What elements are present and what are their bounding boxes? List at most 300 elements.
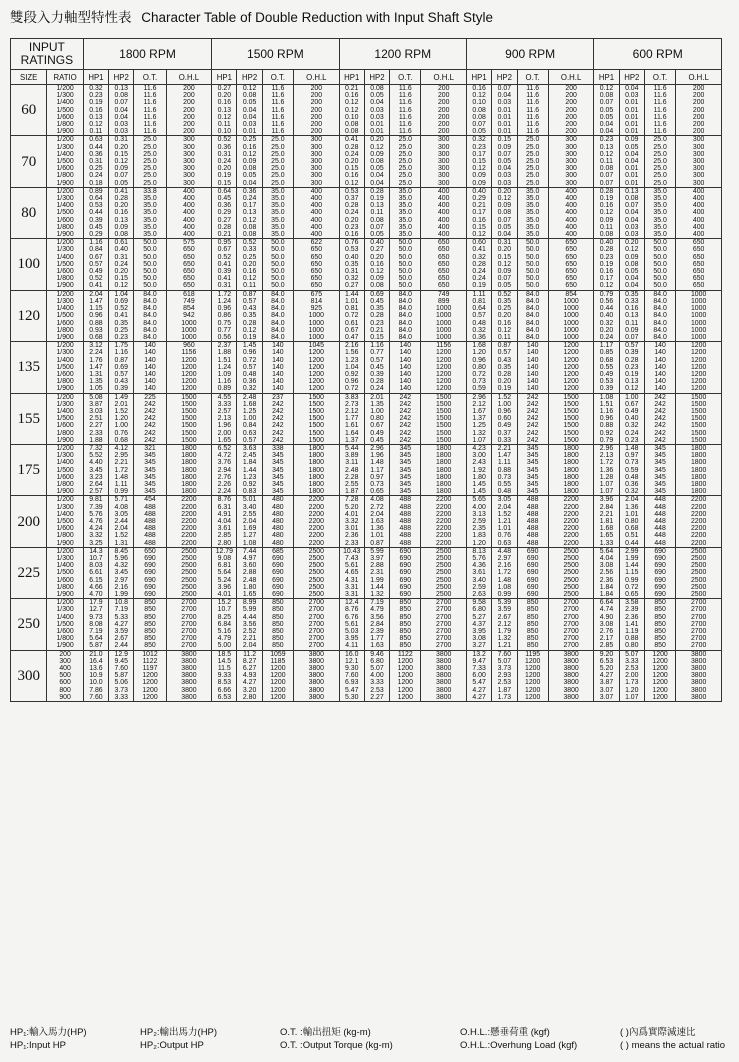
value-cell: 1.08 bbox=[237, 540, 262, 548]
value-cell: 140 bbox=[262, 342, 293, 350]
value-cell: 1800 bbox=[676, 459, 722, 466]
value-cell: 25.0 bbox=[390, 136, 421, 144]
value-cell: 1500 bbox=[166, 415, 212, 422]
value-cell: 345 bbox=[517, 488, 548, 496]
value-cell: 0.08 bbox=[466, 114, 491, 121]
value-cell: 0.95 bbox=[212, 239, 237, 247]
value-cell: 2.43 bbox=[466, 459, 491, 466]
value-cell: 140 bbox=[134, 371, 166, 378]
value-cell: 242 bbox=[517, 422, 548, 429]
value-cell: 2700 bbox=[421, 642, 467, 650]
value-cell: 690 bbox=[517, 555, 548, 562]
value-cell: 1.07 bbox=[619, 694, 644, 702]
value-cell: 200 bbox=[421, 114, 467, 121]
value-cell: 2.44 bbox=[109, 642, 134, 650]
value-cell: 1.48 bbox=[109, 474, 134, 481]
value-cell: 1200 bbox=[676, 371, 722, 378]
value-cell: 2.12 bbox=[492, 621, 517, 628]
value-cell: 300 bbox=[421, 165, 467, 172]
value-cell: 2700 bbox=[294, 635, 340, 642]
value-cell: 242 bbox=[262, 408, 293, 415]
value-cell: 2500 bbox=[676, 562, 722, 569]
value-cell: 0.07 bbox=[364, 224, 389, 231]
value-cell: 2.00 bbox=[619, 672, 644, 679]
value-cell: 650 bbox=[421, 282, 467, 290]
value-cell: 1.20 bbox=[466, 349, 491, 356]
value-cell: 2500 bbox=[294, 547, 340, 555]
value-cell: 3800 bbox=[676, 694, 722, 702]
value-cell: 0.12 bbox=[364, 268, 389, 275]
value-cell: 0.08 bbox=[237, 231, 262, 239]
value-cell: 345 bbox=[644, 481, 675, 488]
value-cell: 0.69 bbox=[109, 364, 134, 371]
value-cell: 0.15 bbox=[492, 136, 517, 144]
value-cell: 0.88 bbox=[83, 320, 108, 327]
value-cell: 1200 bbox=[676, 364, 722, 371]
value-cell: 4.36 bbox=[466, 562, 491, 569]
value-cell: 3.07 bbox=[594, 694, 619, 702]
value-cell: 1200 bbox=[548, 378, 594, 385]
value-cell: 2700 bbox=[166, 614, 212, 621]
value-cell: 0.08 bbox=[364, 85, 389, 93]
value-cell: 1122 bbox=[134, 658, 166, 665]
value-cell: 480 bbox=[262, 518, 293, 525]
value-cell: 84.0 bbox=[644, 312, 675, 319]
value-cell: 3.61 bbox=[212, 525, 237, 532]
value-cell: 10.0 bbox=[83, 679, 108, 686]
value-cell: 1.21 bbox=[492, 518, 517, 525]
value-cell: 50.0 bbox=[390, 254, 421, 261]
value-cell: 7.28 bbox=[339, 496, 364, 504]
value-cell: 50.0 bbox=[134, 246, 166, 253]
value-cell: 2200 bbox=[166, 504, 212, 511]
size-cell: 200 bbox=[11, 496, 47, 547]
value-cell: 1800 bbox=[548, 444, 594, 452]
value-cell: 400 bbox=[166, 231, 212, 239]
value-cell: 2.53 bbox=[492, 679, 517, 686]
value-cell: 1000 bbox=[421, 327, 467, 334]
value-cell: 5.52 bbox=[83, 452, 108, 459]
value-cell: 12.9 bbox=[109, 650, 134, 658]
value-cell: 6.53 bbox=[594, 658, 619, 665]
value-cell: 50.0 bbox=[262, 254, 293, 261]
value-cell: 3800 bbox=[676, 665, 722, 672]
value-cell: 2.67 bbox=[109, 635, 134, 642]
table-row bbox=[11, 320, 722, 327]
value-cell: 9.81 bbox=[83, 496, 108, 504]
value-cell: 140 bbox=[517, 357, 548, 364]
value-cell: 4.12 bbox=[109, 444, 134, 452]
value-cell: 345 bbox=[390, 488, 421, 496]
value-cell: 2.97 bbox=[109, 577, 134, 584]
value-cell: 1156 bbox=[421, 342, 467, 350]
value-cell: 0.12 bbox=[466, 165, 491, 172]
value-cell: 850 bbox=[644, 621, 675, 628]
value-cell: 35.0 bbox=[390, 209, 421, 216]
ratio-cell: 1/900 bbox=[47, 437, 83, 445]
value-cell: 1045 bbox=[294, 342, 340, 350]
value-cell: 25.0 bbox=[517, 158, 548, 165]
table-row bbox=[11, 599, 722, 607]
column-header-hp1: HP1 bbox=[83, 70, 108, 85]
value-cell: 242 bbox=[644, 422, 675, 429]
value-cell: 1200 bbox=[517, 665, 548, 672]
value-cell: 0.86 bbox=[212, 312, 237, 319]
ratio-cell: 1/500 bbox=[47, 261, 83, 268]
value-cell: 1.23 bbox=[339, 357, 364, 364]
value-cell: 850 bbox=[262, 599, 293, 607]
value-cell: 1200 bbox=[548, 371, 594, 378]
value-cell: 1000 bbox=[676, 312, 722, 319]
value-cell: 35.0 bbox=[517, 195, 548, 202]
value-cell: 2.24 bbox=[83, 349, 108, 356]
value-cell: 0.09 bbox=[594, 217, 619, 224]
size-cell: 80 bbox=[11, 187, 47, 238]
value-cell: 2700 bbox=[676, 606, 722, 613]
legend-ratio-zh: ( )內爲實際減速比 bbox=[620, 1027, 696, 1038]
value-cell: 1800 bbox=[676, 452, 722, 459]
ratio-cell: 1/300 bbox=[47, 504, 83, 511]
value-cell: 4.27 bbox=[109, 621, 134, 628]
value-cell: 400 bbox=[421, 202, 467, 209]
value-cell: 0.67 bbox=[212, 246, 237, 253]
value-cell: 0.64 bbox=[83, 195, 108, 202]
value-cell: 5.61 bbox=[339, 621, 364, 628]
value-cell: 1.24 bbox=[212, 298, 237, 305]
value-cell: 0.31 bbox=[339, 268, 364, 275]
value-cell: 35.0 bbox=[644, 195, 675, 202]
value-cell: 1000 bbox=[294, 334, 340, 342]
value-cell: 1800 bbox=[548, 467, 594, 474]
column-header-hp2: HP2 bbox=[619, 70, 644, 85]
value-cell: 3.56 bbox=[364, 614, 389, 621]
value-cell: 1200 bbox=[676, 378, 722, 385]
value-cell: 1500 bbox=[294, 437, 340, 445]
size-cell: 155 bbox=[11, 393, 47, 444]
value-cell: 1200 bbox=[262, 665, 293, 672]
value-cell: 17.9 bbox=[83, 599, 108, 607]
value-cell: 0.09 bbox=[109, 224, 134, 231]
value-cell: 1.20 bbox=[619, 687, 644, 694]
value-cell: 650 bbox=[548, 275, 594, 282]
value-cell: 0.52 bbox=[83, 275, 108, 282]
value-cell: 0.40 bbox=[594, 312, 619, 319]
value-cell: 0.28 bbox=[466, 261, 491, 268]
size-cell: 70 bbox=[11, 136, 47, 187]
ratio-cell: 1/200 bbox=[47, 496, 83, 504]
value-cell: 140 bbox=[390, 378, 421, 385]
value-cell: 237 bbox=[262, 393, 293, 401]
value-cell: 200 bbox=[166, 128, 212, 136]
value-cell: 3.33 bbox=[619, 658, 644, 665]
value-cell: 84.0 bbox=[262, 305, 293, 312]
value-cell: 0.03 bbox=[109, 128, 134, 136]
value-cell: 0.08 bbox=[339, 121, 364, 128]
ratio-cell: 1/600 bbox=[47, 371, 83, 378]
value-cell: 675 bbox=[294, 290, 340, 298]
value-cell: 3.11 bbox=[339, 459, 364, 466]
value-cell: 1.64 bbox=[339, 430, 364, 437]
ratio-cell: 1/800 bbox=[47, 430, 83, 437]
value-cell: 242 bbox=[134, 437, 166, 445]
value-cell: 1.77 bbox=[339, 415, 364, 422]
value-cell: 0.73 bbox=[364, 481, 389, 488]
value-cell: 2700 bbox=[548, 606, 594, 613]
value-cell: 6.80 bbox=[364, 658, 389, 665]
value-cell: 850 bbox=[644, 614, 675, 621]
value-cell: 400 bbox=[676, 224, 722, 231]
ratio-cell: 1/600 bbox=[47, 628, 83, 635]
value-cell: 5.64 bbox=[594, 547, 619, 555]
value-cell: 2200 bbox=[676, 518, 722, 525]
value-cell: 0.39 bbox=[619, 349, 644, 356]
value-cell: 6.76 bbox=[339, 614, 364, 621]
value-cell: 0.72 bbox=[339, 385, 364, 393]
value-cell: 2700 bbox=[548, 621, 594, 628]
value-cell: 0.81 bbox=[339, 305, 364, 312]
value-cell: 3800 bbox=[166, 650, 212, 658]
value-cell: 2500 bbox=[166, 569, 212, 576]
value-cell: 1200 bbox=[390, 658, 421, 665]
value-cell: 0.63 bbox=[83, 136, 108, 144]
value-cell: 0.09 bbox=[619, 327, 644, 334]
ratio-cell: 1/800 bbox=[47, 121, 83, 128]
value-cell: 6.84 bbox=[212, 621, 237, 628]
value-cell: 0.55 bbox=[594, 364, 619, 371]
value-cell: 0.09 bbox=[466, 180, 491, 188]
value-cell: 200 bbox=[421, 128, 467, 136]
value-cell: 242 bbox=[517, 401, 548, 408]
value-cell: 2.04 bbox=[619, 496, 644, 504]
value-cell: 400 bbox=[676, 217, 722, 224]
value-cell: 488 bbox=[134, 511, 166, 518]
value-cell: 2200 bbox=[294, 496, 340, 504]
value-cell: 0.09 bbox=[109, 165, 134, 172]
value-cell: 140 bbox=[390, 364, 421, 371]
value-cell: 242 bbox=[134, 401, 166, 408]
value-cell: 650 bbox=[548, 254, 594, 261]
value-cell: 4.79 bbox=[364, 606, 389, 613]
value-cell: 2500 bbox=[421, 555, 467, 562]
value-cell: 1500 bbox=[421, 393, 467, 401]
value-cell: 5.16 bbox=[212, 628, 237, 635]
value-cell: 8.45 bbox=[109, 547, 134, 555]
value-cell: 50.0 bbox=[517, 268, 548, 275]
value-cell: 345 bbox=[262, 488, 293, 496]
value-cell: 0.28 bbox=[364, 312, 389, 319]
value-cell: 0.48 bbox=[492, 488, 517, 496]
value-cell: 400 bbox=[294, 209, 340, 216]
value-cell: 1200 bbox=[390, 672, 421, 679]
value-cell: 0.20 bbox=[237, 261, 262, 268]
value-cell: 1.00 bbox=[364, 408, 389, 415]
value-cell: 0.73 bbox=[619, 459, 644, 466]
value-cell: 0.33 bbox=[237, 246, 262, 253]
value-cell: 200 bbox=[548, 99, 594, 106]
value-cell: 300 bbox=[421, 172, 467, 179]
value-cell: 0.04 bbox=[619, 217, 644, 224]
table-row bbox=[11, 555, 722, 562]
value-cell: 1.33 bbox=[594, 540, 619, 548]
value-cell: 0.13 bbox=[109, 217, 134, 224]
value-cell: 0.13 bbox=[109, 85, 134, 93]
value-cell: 4.44 bbox=[237, 614, 262, 621]
value-cell: 25.0 bbox=[390, 151, 421, 158]
value-cell: 690 bbox=[517, 547, 548, 555]
value-cell: 400 bbox=[166, 195, 212, 202]
value-cell: 3800 bbox=[548, 694, 594, 702]
value-cell: 1800 bbox=[166, 459, 212, 466]
value-cell: 7.32 bbox=[83, 444, 108, 452]
value-cell: 2.72 bbox=[364, 504, 389, 511]
value-cell: 0.68 bbox=[594, 357, 619, 364]
value-cell: 50.0 bbox=[644, 239, 675, 247]
value-cell: 25.0 bbox=[644, 144, 675, 151]
value-cell: 2200 bbox=[676, 532, 722, 539]
value-cell: 850 bbox=[262, 635, 293, 642]
value-cell: 140 bbox=[644, 385, 675, 393]
value-cell: 1500 bbox=[676, 437, 722, 445]
value-cell: 0.12 bbox=[492, 327, 517, 334]
value-cell: 25.0 bbox=[390, 180, 421, 188]
value-cell: 50.0 bbox=[644, 282, 675, 290]
value-cell: 2.55 bbox=[237, 511, 262, 518]
value-cell: 1800 bbox=[421, 467, 467, 474]
value-cell: 0.12 bbox=[492, 261, 517, 268]
value-cell: 0.20 bbox=[492, 378, 517, 385]
value-cell: 0.85 bbox=[594, 349, 619, 356]
value-cell: 84.0 bbox=[390, 334, 421, 342]
value-cell: 650 bbox=[676, 282, 722, 290]
value-cell: 448 bbox=[644, 525, 675, 532]
value-cell: 18.5 bbox=[212, 650, 237, 658]
value-cell: 25.0 bbox=[517, 136, 548, 144]
value-cell: 1.07 bbox=[594, 488, 619, 496]
value-cell: 2.04 bbox=[492, 504, 517, 511]
value-cell: 0.07 bbox=[594, 180, 619, 188]
value-cell: 0.12 bbox=[339, 99, 364, 106]
value-cell: 1200 bbox=[390, 687, 421, 694]
value-cell: 2700 bbox=[676, 635, 722, 642]
value-cell: 2.57 bbox=[83, 488, 108, 496]
value-cell: 84.0 bbox=[390, 327, 421, 334]
ratio-cell: 1/500 bbox=[47, 107, 83, 114]
value-cell: 1.65 bbox=[212, 437, 237, 445]
value-cell: 1800 bbox=[294, 467, 340, 474]
value-cell: 0.04 bbox=[364, 172, 389, 179]
value-cell: 1500 bbox=[421, 401, 467, 408]
value-cell: 4.08 bbox=[109, 504, 134, 511]
value-cell: 6.00 bbox=[466, 672, 491, 679]
value-cell: 0.01 bbox=[619, 99, 644, 106]
value-cell: 84.0 bbox=[390, 320, 421, 327]
value-cell: 1.36 bbox=[594, 467, 619, 474]
value-cell: 1800 bbox=[294, 481, 340, 488]
value-cell: 0.07 bbox=[594, 172, 619, 179]
table-row bbox=[11, 422, 722, 429]
value-cell: 1200 bbox=[294, 371, 340, 378]
value-cell: 2.27 bbox=[364, 694, 389, 702]
value-cell: 2500 bbox=[166, 584, 212, 591]
value-cell: 84.0 bbox=[134, 298, 166, 305]
value-cell: 0.72 bbox=[466, 371, 491, 378]
value-cell: 200 bbox=[294, 107, 340, 114]
value-cell: 10.7 bbox=[212, 606, 237, 613]
value-cell: 3.08 bbox=[594, 562, 619, 569]
value-cell: 2700 bbox=[166, 642, 212, 650]
value-cell: 1200 bbox=[294, 349, 340, 356]
value-cell: 0.04 bbox=[237, 114, 262, 121]
value-cell: 140 bbox=[262, 378, 293, 385]
value-cell: 960 bbox=[166, 342, 212, 350]
value-cell: 7.60 bbox=[109, 665, 134, 672]
table-row bbox=[11, 290, 722, 298]
value-cell: 4.70 bbox=[83, 591, 108, 599]
value-cell: 448 bbox=[644, 540, 675, 548]
value-cell: 2.73 bbox=[339, 401, 364, 408]
value-cell: 2500 bbox=[548, 569, 594, 576]
ratio-cell: 1/400 bbox=[47, 562, 83, 569]
value-cell: 0.45 bbox=[364, 437, 389, 445]
value-cell: 21.0 bbox=[83, 650, 108, 658]
value-cell: 1.96 bbox=[364, 452, 389, 459]
value-cell: 1800 bbox=[548, 481, 594, 488]
value-cell: 3.40 bbox=[466, 577, 491, 584]
value-cell: 200 bbox=[166, 99, 212, 106]
value-cell: 5.33 bbox=[109, 614, 134, 621]
value-cell: 850 bbox=[134, 606, 166, 613]
value-cell: 1200 bbox=[390, 665, 421, 672]
value-cell: 650 bbox=[294, 254, 340, 261]
value-cell: 0.16 bbox=[364, 261, 389, 268]
table-row bbox=[11, 687, 722, 694]
value-cell: 0.31 bbox=[492, 239, 517, 247]
value-cell: 0.16 bbox=[492, 320, 517, 327]
value-cell: 0.12 bbox=[619, 246, 644, 253]
ratio-cell: 1/500 bbox=[47, 312, 83, 319]
value-cell: 2200 bbox=[676, 511, 722, 518]
column-header-ohl: O.H.L bbox=[294, 70, 340, 85]
value-cell: 2.27 bbox=[83, 422, 108, 429]
value-cell: 0.80 bbox=[619, 642, 644, 650]
value-cell: 0.03 bbox=[619, 92, 644, 99]
table-row bbox=[11, 231, 722, 239]
value-cell: 899 bbox=[421, 298, 467, 305]
value-cell: 2.64 bbox=[83, 481, 108, 488]
value-cell: 0.20 bbox=[594, 327, 619, 334]
value-cell: 850 bbox=[517, 621, 548, 628]
value-cell: 690 bbox=[390, 562, 421, 569]
value-cell: 850 bbox=[262, 642, 293, 650]
value-cell: 0.19 bbox=[594, 261, 619, 268]
value-cell: 0.32 bbox=[594, 320, 619, 327]
value-cell: 84.0 bbox=[262, 327, 293, 334]
value-cell: 35.0 bbox=[644, 224, 675, 231]
ratio-cell: 1/200 bbox=[47, 342, 83, 350]
value-cell: 942 bbox=[166, 312, 212, 319]
value-cell: 0.52 bbox=[237, 239, 262, 247]
value-cell: 3800 bbox=[294, 694, 340, 702]
value-cell: 4.04 bbox=[594, 555, 619, 562]
value-cell: 0.16 bbox=[594, 268, 619, 275]
value-cell: 850 bbox=[390, 642, 421, 650]
value-cell: 2200 bbox=[421, 540, 467, 548]
value-cell: 1000 bbox=[294, 320, 340, 327]
value-cell: 0.09 bbox=[364, 275, 389, 282]
value-cell: 488 bbox=[390, 504, 421, 511]
value-cell: 3800 bbox=[548, 679, 594, 686]
value-cell: 690 bbox=[262, 577, 293, 584]
